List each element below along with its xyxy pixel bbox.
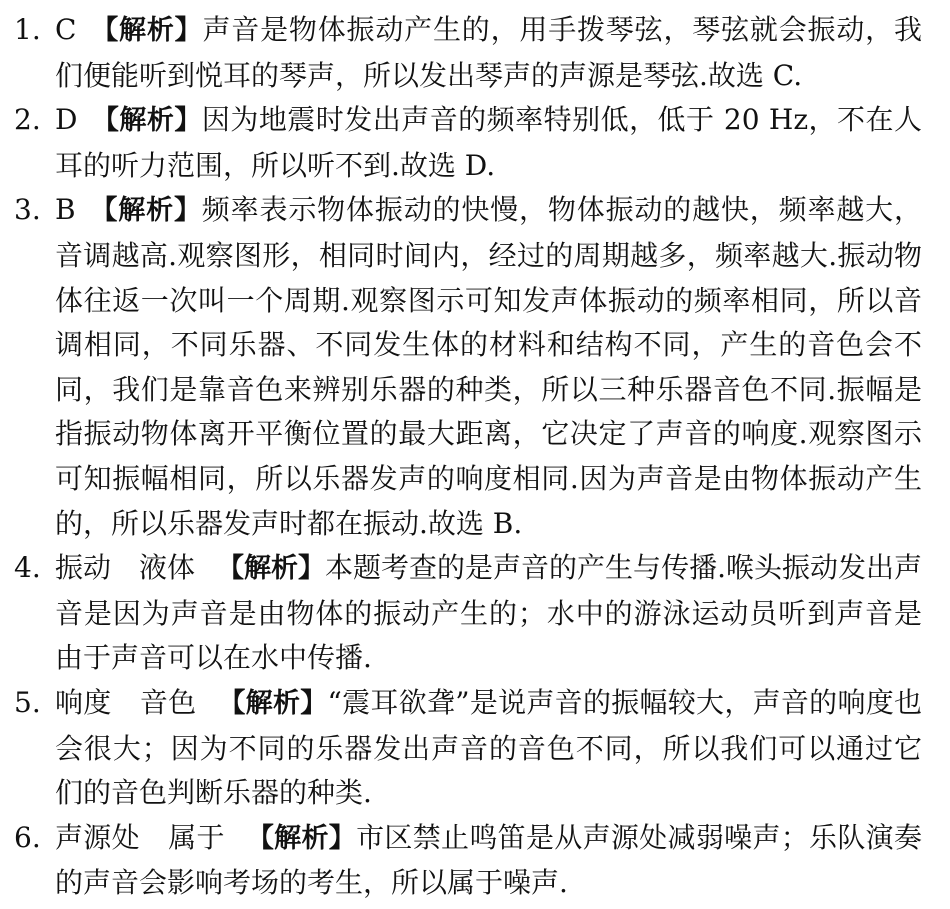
analysis-tag: 【解析】 bbox=[90, 15, 203, 46]
answer-item-6 bbox=[14, 816, 922, 906]
item-answer: 响度 音色 bbox=[55, 685, 197, 719]
analysis-tag: 【解析】 bbox=[91, 105, 202, 137]
item-number: 5. bbox=[14, 685, 41, 719]
answer-item-1 bbox=[14, 8, 922, 98]
item-answer: 振动 液体 bbox=[55, 551, 196, 585]
item-body bbox=[55, 816, 922, 906]
answer-item-3 bbox=[14, 188, 922, 546]
answer-item-4 bbox=[14, 546, 922, 681]
analysis-tag: 【解析】 bbox=[217, 553, 326, 585]
item-answer: B bbox=[55, 193, 76, 227]
analysis-text: “震耳欲聋”是说声音的振幅较大，声音的响度也会很大；因为不同的乐器发出声音的音色不同，所以我们可以通过它们的音色判断乐器的种类. bbox=[55, 685, 923, 810]
analysis-text: 本题考查的是声音的产生与传播.喉头振动发出声音是因为声音是由物体的振动产生的；水中的游泳运动员听到声音是由于声音可以在水中传播. bbox=[55, 551, 922, 675]
item-number: 6. bbox=[14, 820, 41, 854]
analysis-tag: 【解析】 bbox=[89, 195, 202, 227]
analysis-text: 因为地震时发出声音的频率特别低，低于 20 Hz，不在人耳的听力范围，所以听不到.故选 D. bbox=[55, 103, 922, 182]
analysis-tag: 【解析】 bbox=[246, 822, 357, 854]
item-body bbox=[55, 681, 922, 816]
analysis-tag: 【解析】 bbox=[218, 687, 328, 719]
analysis-text: 声音是物体振动产生的，用手拨琴弦，琴弦就会振动，我们便能听到悦耳的琴声，所以发出琴声的声源是琴弦.故选 C. bbox=[55, 13, 922, 92]
item-number: 2. bbox=[14, 103, 41, 137]
answer-item-2 bbox=[14, 98, 922, 188]
analysis-text: 市区禁止鸣笛是从声源处减弱噪声；乐队演奏的声音会影响考场的考生，所以属于噪声. bbox=[55, 820, 922, 900]
answer-item-5 bbox=[14, 681, 922, 816]
item-number: 1. bbox=[14, 13, 41, 46]
item-body bbox=[55, 546, 922, 681]
analysis-text: 频率表示物体振动的快慢，物体振动的越快，频率越大，音调越高.观察图形，相同时间内，经过的周期越多，频率越大.振动物体往返一次叫一个周期.观察图示可知发声体振动的频率相同，所以音调相同，不同乐器、不同发生体的材料和结构不同，产生的音色会不同，我们是靠音色来辨别乐器的种类，所以三种乐器音色不同.振幅是指振动物体离开平衡位置的最大距离，它决定了声音的响度.观察图示可知振幅相同，所以乐器发声的响度相同.因为声音是由物体振动产生的，所以乐器发声时都在振动.故选 B. bbox=[55, 193, 922, 540]
item-answer: C bbox=[55, 13, 77, 46]
item-number: 3. bbox=[14, 193, 41, 227]
item-answer: D bbox=[55, 103, 78, 137]
item-body bbox=[55, 8, 922, 98]
item-body bbox=[55, 98, 922, 188]
item-answer: 声源处 属于 bbox=[55, 820, 225, 854]
item-number: 4. bbox=[14, 551, 41, 585]
item-body bbox=[55, 188, 922, 546]
